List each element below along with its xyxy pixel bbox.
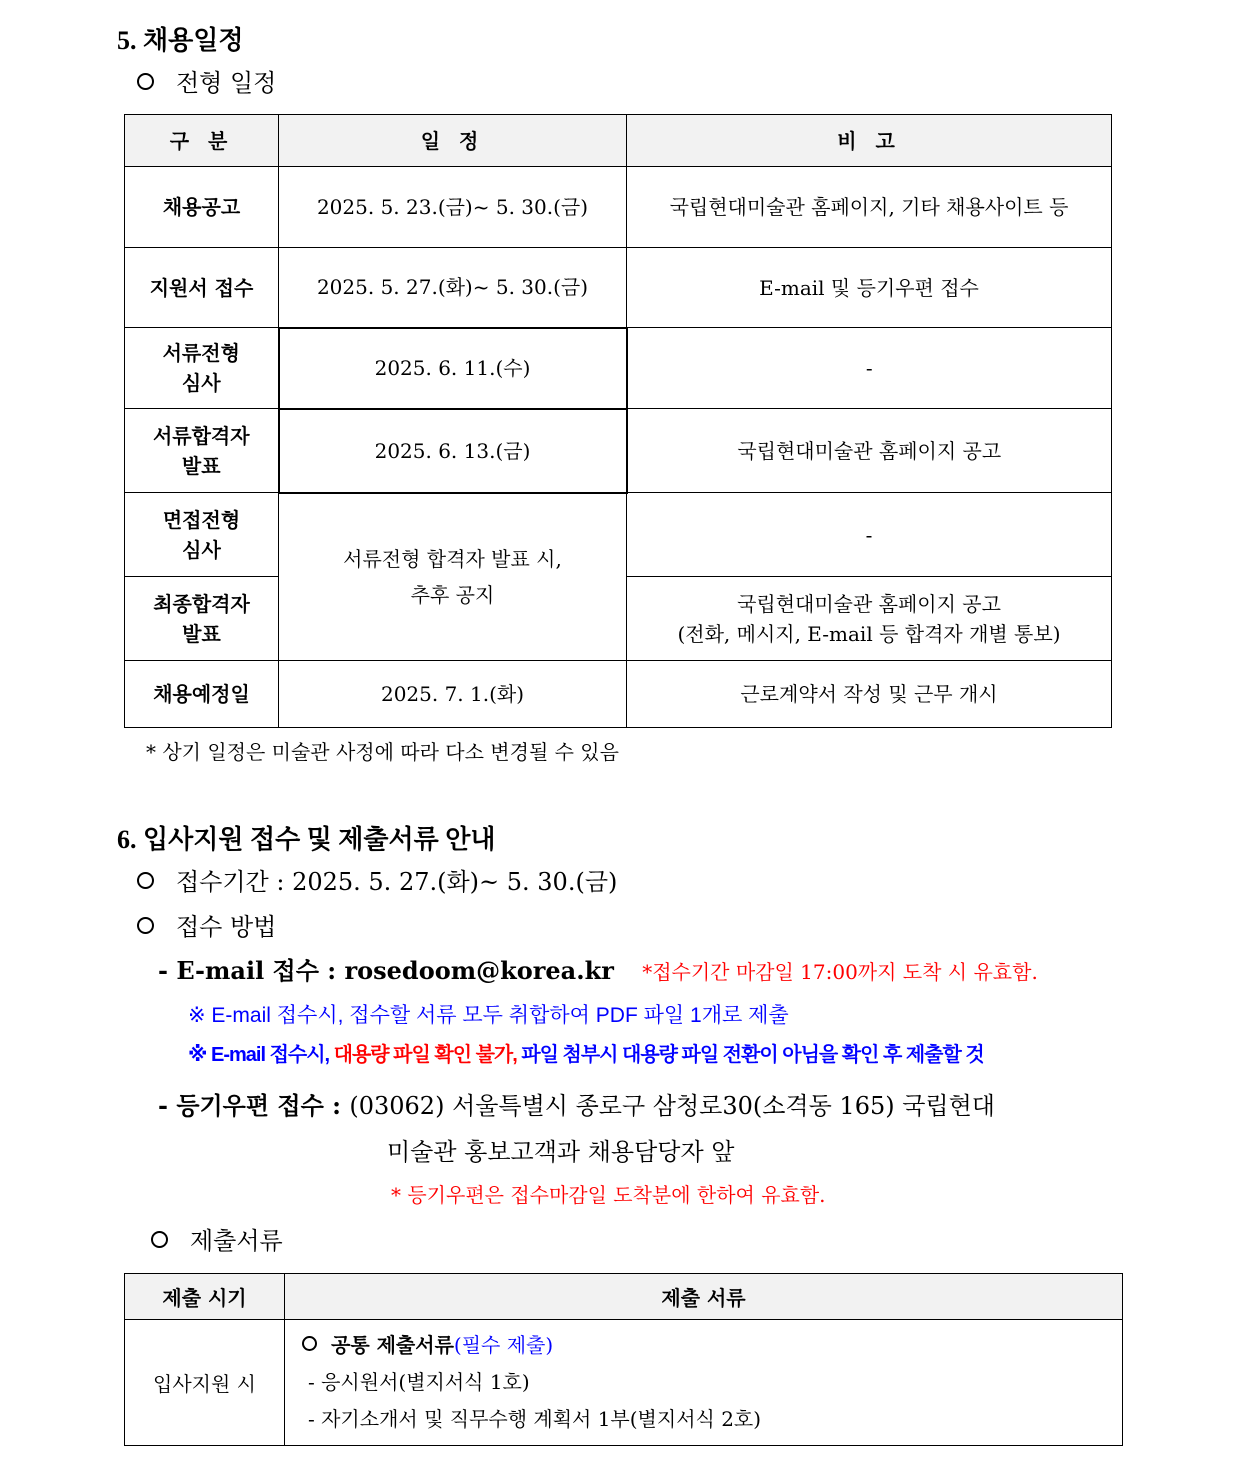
table-row: [125, 248, 1112, 328]
email-deadline: *접수기간 마감일 17:00까지 도착 시 유효함.: [642, 960, 1038, 984]
merged-date-cell: [279, 493, 627, 661]
table-row: [125, 1320, 1123, 1446]
docs-required: (필수 제출): [453, 1333, 554, 1357]
method-line: [137, 907, 276, 942]
post-address-line2: 미술관 홍보고객과 채용담당자 앞: [387, 1138, 735, 1166]
merged-date-line1: 서류전형 합격자 발표 시,: [343, 546, 562, 571]
circle-bullet-icon: [137, 872, 154, 889]
period-line: [137, 862, 617, 897]
docs-common-line: [302, 1327, 1105, 1364]
table-row: [125, 409, 1112, 493]
schedule-footnote: * 상기 일정은 미술관 사정에 따라 다소 변경될 수 있음: [146, 740, 619, 764]
table-row: [125, 328, 1112, 409]
circle-bullet-icon: [137, 73, 154, 90]
header-category: 구 분: [125, 115, 279, 167]
row-note: 국립현대미술관 홈페이지, 기타 채용사이트 등: [627, 167, 1112, 248]
post-line: [158, 1086, 995, 1121]
method-label: 접수 방법: [176, 913, 277, 941]
table-row: [125, 661, 1112, 728]
table-row: [125, 493, 1112, 577]
docs-list: [285, 1320, 1123, 1446]
section5-title: 5. 채용일정: [117, 26, 244, 55]
row-label: [125, 409, 279, 493]
email-note2: [188, 1038, 984, 1067]
email-label: - E-mail 접수 : rosedoom@korea.kr: [158, 956, 614, 985]
row-date: 2025. 6. 11.(수): [279, 328, 627, 409]
row-note: 근로계약서 작성 및 근무 개시: [627, 661, 1112, 728]
row-label-line2: 심사: [181, 371, 221, 395]
docs-title: 제출서류: [190, 1227, 283, 1255]
email-line: [158, 951, 1038, 986]
row-label-line2: 발표: [182, 621, 221, 646]
row-note: [627, 577, 1112, 661]
email-note2-a: ※ E-mail 접수시,: [188, 1044, 334, 1066]
docs-when: 입사지원 시: [125, 1320, 285, 1446]
row-label-line2: 심사: [182, 537, 221, 562]
row-date: 2025. 5. 27.(화)~ 5. 30.(금): [279, 248, 627, 328]
circle-bullet-icon: [137, 917, 154, 934]
row-label-line1: 서류전형: [162, 341, 240, 365]
section5-sub: [137, 63, 276, 98]
email-note1: ※ E-mail 접수시, 접수할 서류 모두 취합하여 PDF 파일 1개로 제출: [188, 1004, 789, 1027]
row-label: 채용예정일: [125, 661, 279, 728]
section6-title: 6. 입사지원 접수 및 제출서류 안내: [117, 825, 496, 854]
post-label: - 등기우편 접수 :: [158, 1091, 350, 1120]
email-note2-b: 대용량 파일 확인 불가,: [333, 1044, 517, 1066]
section5-sub-label: 전형 일정: [176, 69, 277, 97]
circle-bullet-icon: [302, 1336, 317, 1351]
header-when: 제출 시기: [125, 1274, 285, 1320]
row-label: [125, 493, 279, 577]
row-date: 2025. 5. 23.(금)~ 5. 30.(금): [279, 167, 627, 248]
row-label: [125, 577, 279, 661]
table-row: [125, 167, 1112, 248]
email-note2-c: 파일 첨부시 대용량 파일 전환이 아님을 확인 후 제출할 것: [516, 1044, 984, 1066]
row-note-line2: (전화, 메시지, E-mail 등 합격자 개별 통보): [677, 621, 1061, 646]
row-label-line1: 서류합격자: [152, 423, 250, 448]
schedule-table: [124, 114, 1112, 728]
row-label-line1: 면접전형: [162, 507, 241, 532]
header-schedule: 일 정: [279, 115, 627, 167]
post-note: * 등기우편은 접수마감일 도착분에 한하여 유효함.: [391, 1183, 826, 1207]
header-documents: 제출 서류: [285, 1274, 1123, 1320]
docs-common: 공통 제출서류: [331, 1333, 454, 1357]
table-header-row: [125, 115, 1112, 167]
circle-bullet-icon: [151, 1231, 168, 1248]
merged-date-line2: 추후 공지: [410, 582, 495, 607]
row-label-line2: 발표: [181, 453, 221, 478]
row-note: 국립현대미술관 홈페이지 공고: [627, 409, 1112, 493]
header-remarks: 비 고: [627, 115, 1112, 167]
docs-title-line: [151, 1221, 283, 1256]
period-label: 접수기간 : 2025. 5. 27.(화)~ 5. 30.(금): [176, 868, 618, 896]
row-label: [125, 328, 279, 409]
row-label-line1: 최종합격자: [153, 591, 250, 616]
row-date: 2025. 6. 13.(금): [279, 409, 627, 493]
row-note: -: [627, 328, 1112, 409]
row-note-line1: 국립현대미술관 홈페이지 공고: [737, 591, 1001, 616]
documents-table: [124, 1273, 1123, 1446]
row-label: 채용공고: [125, 167, 279, 248]
docs-item: - 자기소개서 및 직무수행 계획서 1부(별지서식 2호): [308, 1407, 762, 1431]
row-label: 지원서 접수: [125, 248, 279, 328]
docs-item: - 응시원서(별지서식 1호): [308, 1370, 530, 1394]
row-note: -: [627, 493, 1112, 577]
row-note: E-mail 및 등기우편 접수: [627, 248, 1112, 328]
row-date: 2025. 7. 1.(화): [279, 661, 627, 728]
post-address-line1: (03062) 서울특별시 종로구 삼청로30(소격동 165) 국립현대: [349, 1092, 995, 1120]
table-header-row: [125, 1274, 1123, 1320]
